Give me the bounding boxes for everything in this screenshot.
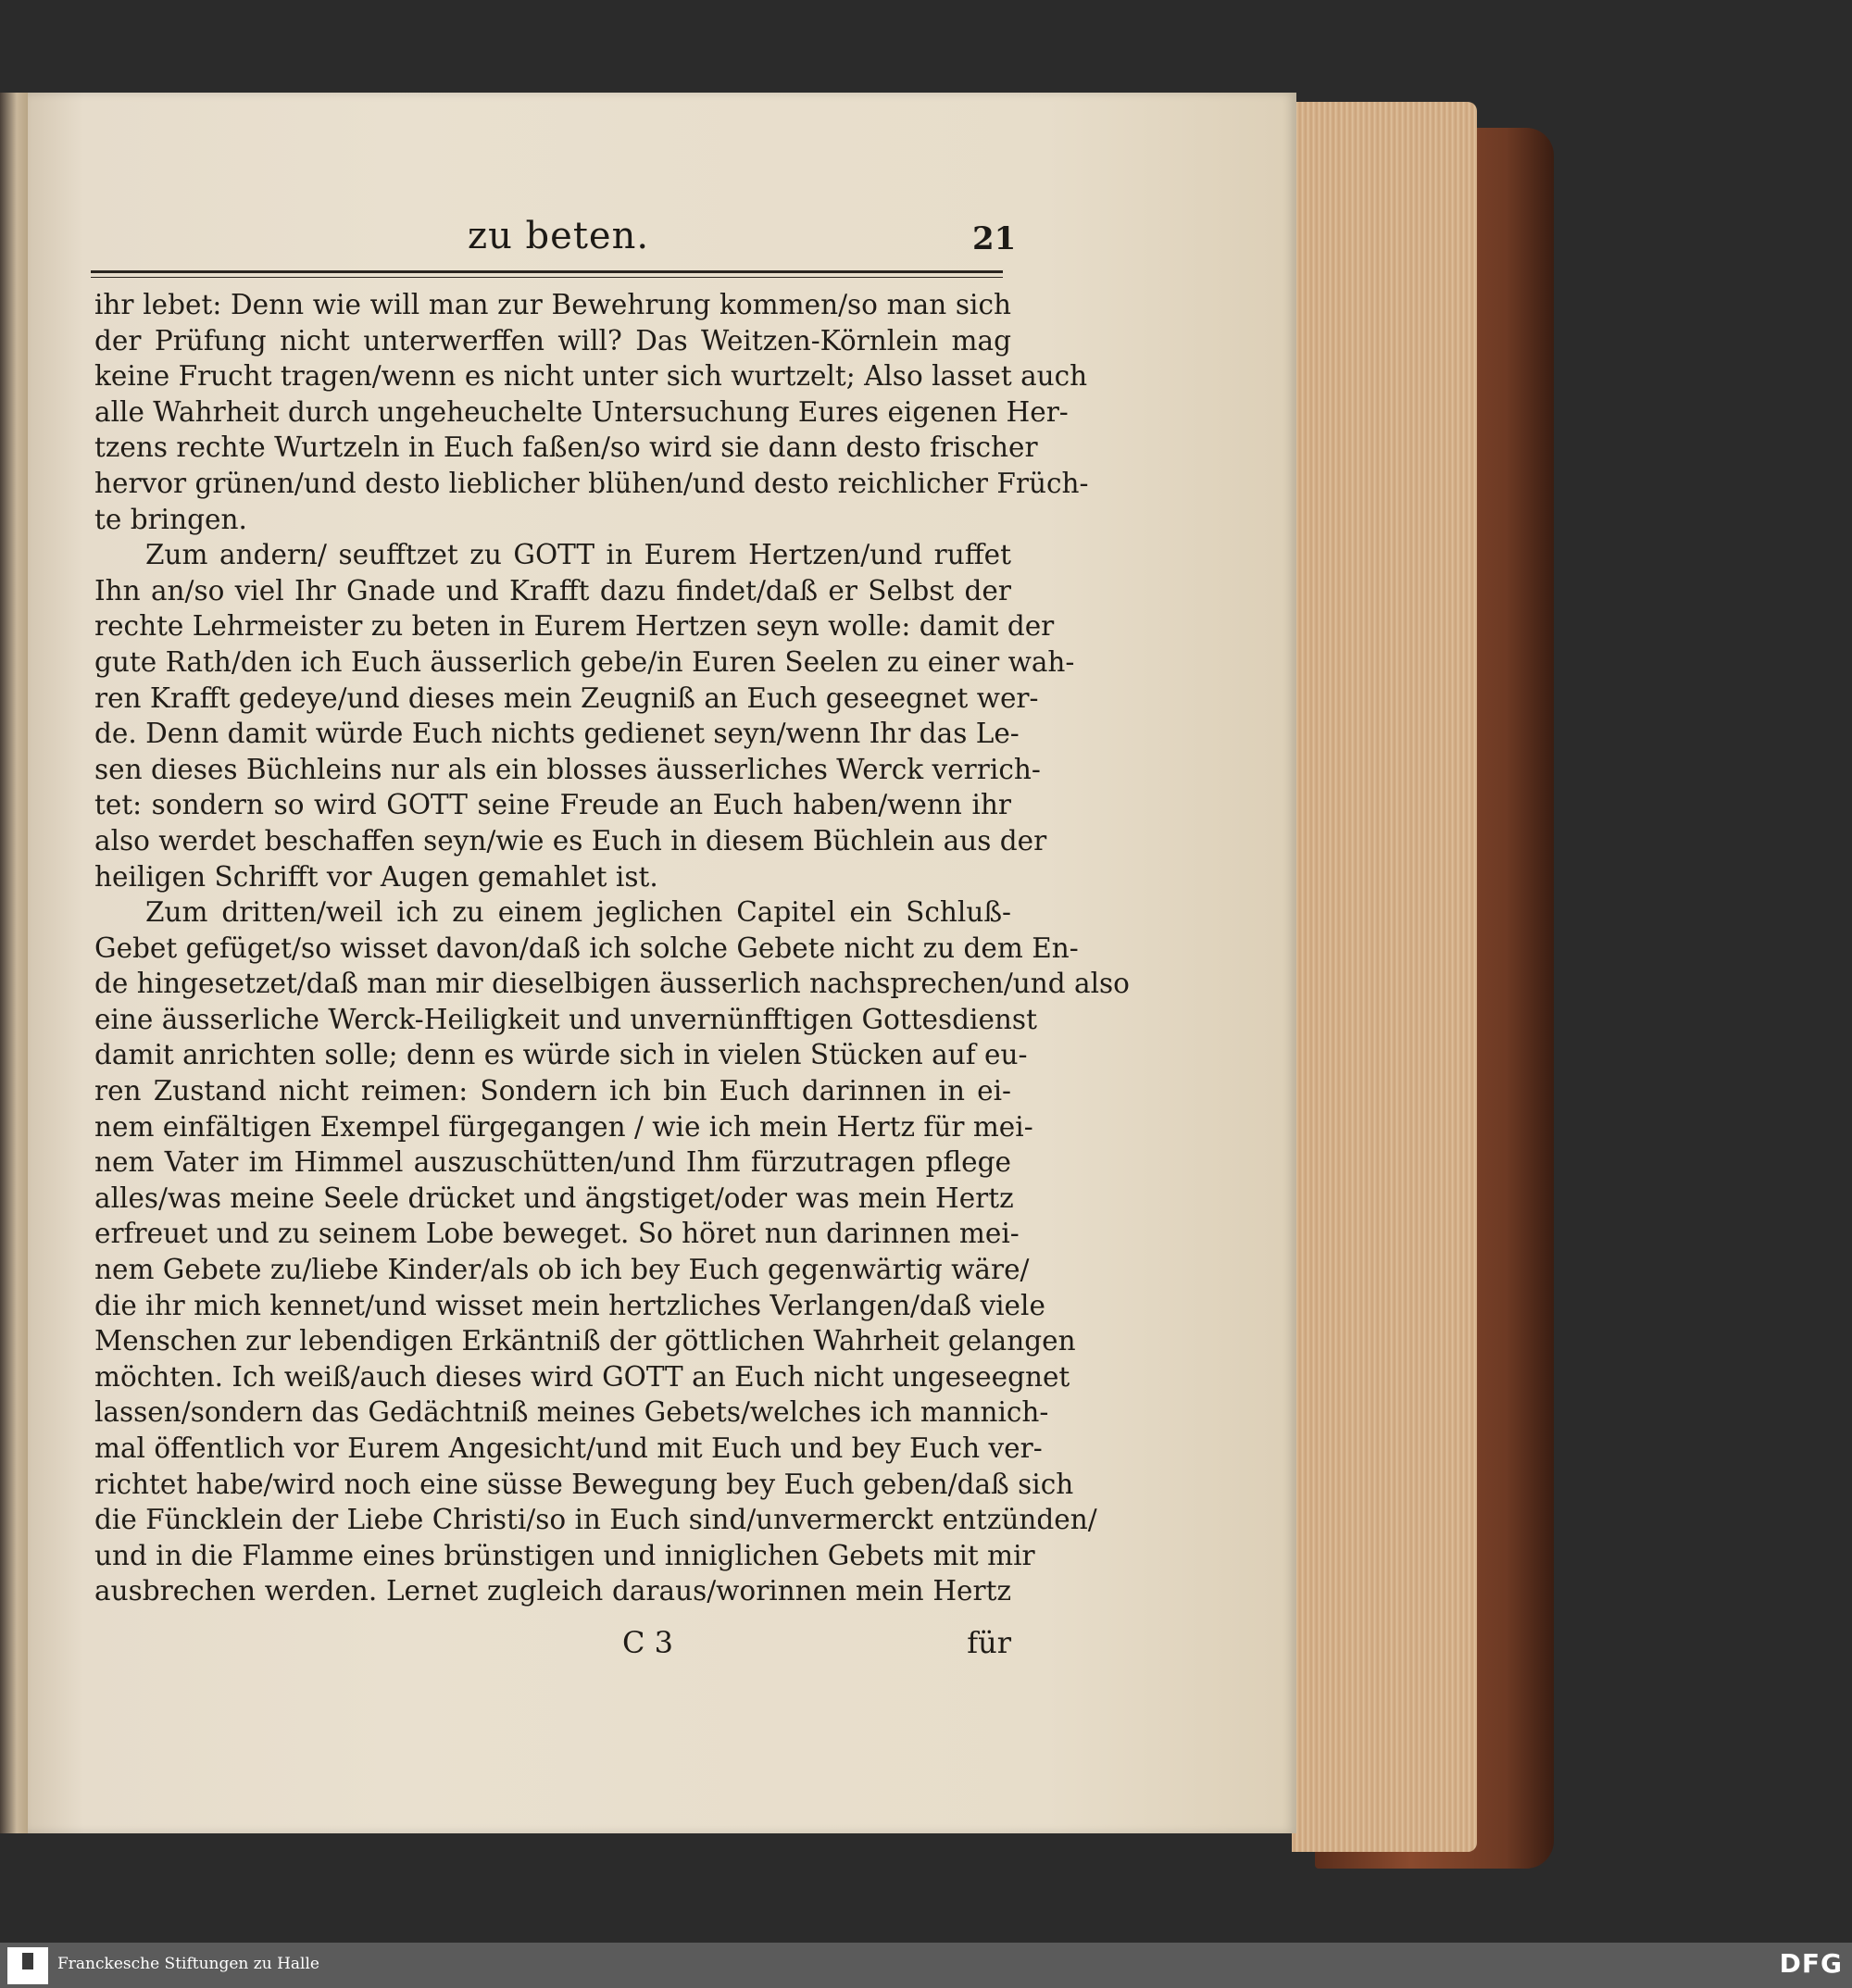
text-line: richtet habe/wird noch eine süsse Bewegung bey Euch geben/daß sich: [94, 1468, 1074, 1500]
text-line: mal öffentlich vor Eurem Angesicht/und mit Euch und bey Euch ver-: [94, 1432, 1043, 1464]
page-block-edges: [1292, 102, 1477, 1852]
text-line: hervor grünen/und desto lieblicher blühen/und desto reichlicher Früch-: [94, 467, 1089, 499]
text-line: eine äusserliche Werck-Heiligkeit und unvernünfftigen Gottesdienst: [94, 1003, 1037, 1035]
text-line: ihr lebet: Denn wie will man zur Bewehrung kommen/so man sich: [94, 289, 1011, 320]
text-line: Ihn an/so viel Ihr Gnade und Krafft dazu findet/daß er Selbst der: [94, 574, 1011, 606]
text-line: möchten. Ich weiß/auch dieses wird GOTT an Euch nicht ungeseegnet: [94, 1360, 1070, 1393]
building-icon: [22, 1953, 33, 1969]
institution-logo-icon[interactable]: [7, 1947, 48, 1984]
running-head: zu beten.: [468, 215, 650, 257]
facing-page-edge: [0, 93, 28, 1833]
text-line: und in die Flamme eines brünstigen und inniglichen Gebets mit mir: [94, 1539, 1035, 1571]
text-line: die ihr mich kennet/und wisset mein hertzliches Verlangen/daß viele: [94, 1289, 1045, 1321]
page-number: 21: [972, 220, 1017, 257]
text-line: gute Rath/den ich Euch äusserlich gebe/in Euren Seelen zu einer wah-: [94, 645, 1075, 678]
text-line: damit anrichten solle; denn es würde sich in vielen Stücken auf eu-: [94, 1039, 1028, 1071]
text-line: die Füncklein der Liebe Christi/so in Euch sind/unvermerckt entzünden/: [94, 1504, 1097, 1536]
text-line: tzens rechte Wurtzeln in Euch faßen/so wird sie dann desto frischer: [94, 431, 1038, 464]
text-line: Gebet gefüget/so wisset davon/daß ich solche Gebete nicht zu dem En-: [94, 931, 1079, 964]
text-line: Menschen zur lebendigen Erkäntniß der göttlichen Wahrheit gelangen: [94, 1325, 1076, 1357]
paragraph-start-line: Zum dritten/weil ich zu einem jeglichen Capitel ein Schluß-: [145, 896, 1011, 929]
text-line: nem Vater im Himmel auszuschütten/und Ihm fürzutragen pflege: [94, 1146, 1011, 1179]
header-rule-thin: [91, 277, 1003, 278]
catchword: für: [967, 1625, 1011, 1660]
text-line: tet: sondern so wird GOTT seine Freude an Euch haben/wenn ihr: [94, 789, 1011, 821]
text-line: ren Zustand nicht reimen: Sondern ich bin Euch darinnen in ei-: [94, 1075, 1011, 1107]
text-line: de hingesetzet/daß man mir dieselbigen äusserlich nachsprechen/und also: [94, 968, 1130, 1000]
text-line: keine Frucht tragen/wenn es nicht unter sich wurtzelt; Also lasset auch: [94, 360, 1088, 393]
dfg-logo[interactable]: DFG: [1779, 1948, 1843, 1979]
text-line: lassen/sondern das Gedächtniß meines Gebets/welches ich mannich-: [94, 1396, 1049, 1429]
viewer-footer: [0, 1943, 1852, 1988]
text-line: heiligen Schrifft vor Augen gemahlet ist.: [94, 860, 658, 893]
text-line: der Prüfung nicht unterwerffen will? Das Weitzen-Körnlein mag: [94, 324, 1011, 356]
text-line: te bringen.: [94, 503, 247, 535]
text-line: nem einfältigen Exempel fürgegangen / wie ich mein Hertz für mei-: [94, 1110, 1033, 1143]
text-line: rechte Lehrmeister zu beten in Eurem Hertzen seyn wolle: damit der: [94, 610, 1055, 643]
signature-mark: C 3: [622, 1625, 674, 1660]
text-line: ren Krafft gedeye/und dieses mein Zeugniß an Euch geseegnet wer-: [94, 681, 1039, 714]
text-line: also werdet beschaffen seyn/wie es Euch in diesem Büchlein aus der: [94, 824, 1047, 856]
text-line: sen dieses Büchleins nur als ein blosses äusserliches Werck verrich-: [94, 753, 1041, 785]
header-rule: [91, 270, 1003, 273]
text-line: nem Gebete zu/liebe Kinder/als ob ich bey Euch gegenwärtig wäre/: [94, 1254, 1030, 1286]
body-text: [94, 287, 1130, 1609]
text-line: erfreuet und zu seinem Lobe beweget. So höret nun darinnen mei-: [94, 1218, 1020, 1250]
text-line: alles/was meine Seele drücket und ängstiget/oder was mein Hertz: [94, 1182, 1014, 1214]
institution-name[interactable]: Franckesche Stiftungen zu Halle: [57, 1955, 319, 1973]
text-line: de. Denn damit würde Euch nichts gedienet seyn/wenn Ihr das Le-: [94, 718, 1020, 750]
paragraph-start-line: Zum andern/ seufftzet zu GOTT in Eurem Hertzen/und ruffet: [145, 539, 1011, 571]
page-foot: [94, 1625, 1011, 1662]
text-line: alle Wahrheit durch ungeheuchelte Untersuchung Eures eigenen Her-: [94, 395, 1069, 428]
text-line: ausbrechen werden. Lernet zugleich daraus/worinnen mein Hertz: [94, 1575, 1011, 1607]
